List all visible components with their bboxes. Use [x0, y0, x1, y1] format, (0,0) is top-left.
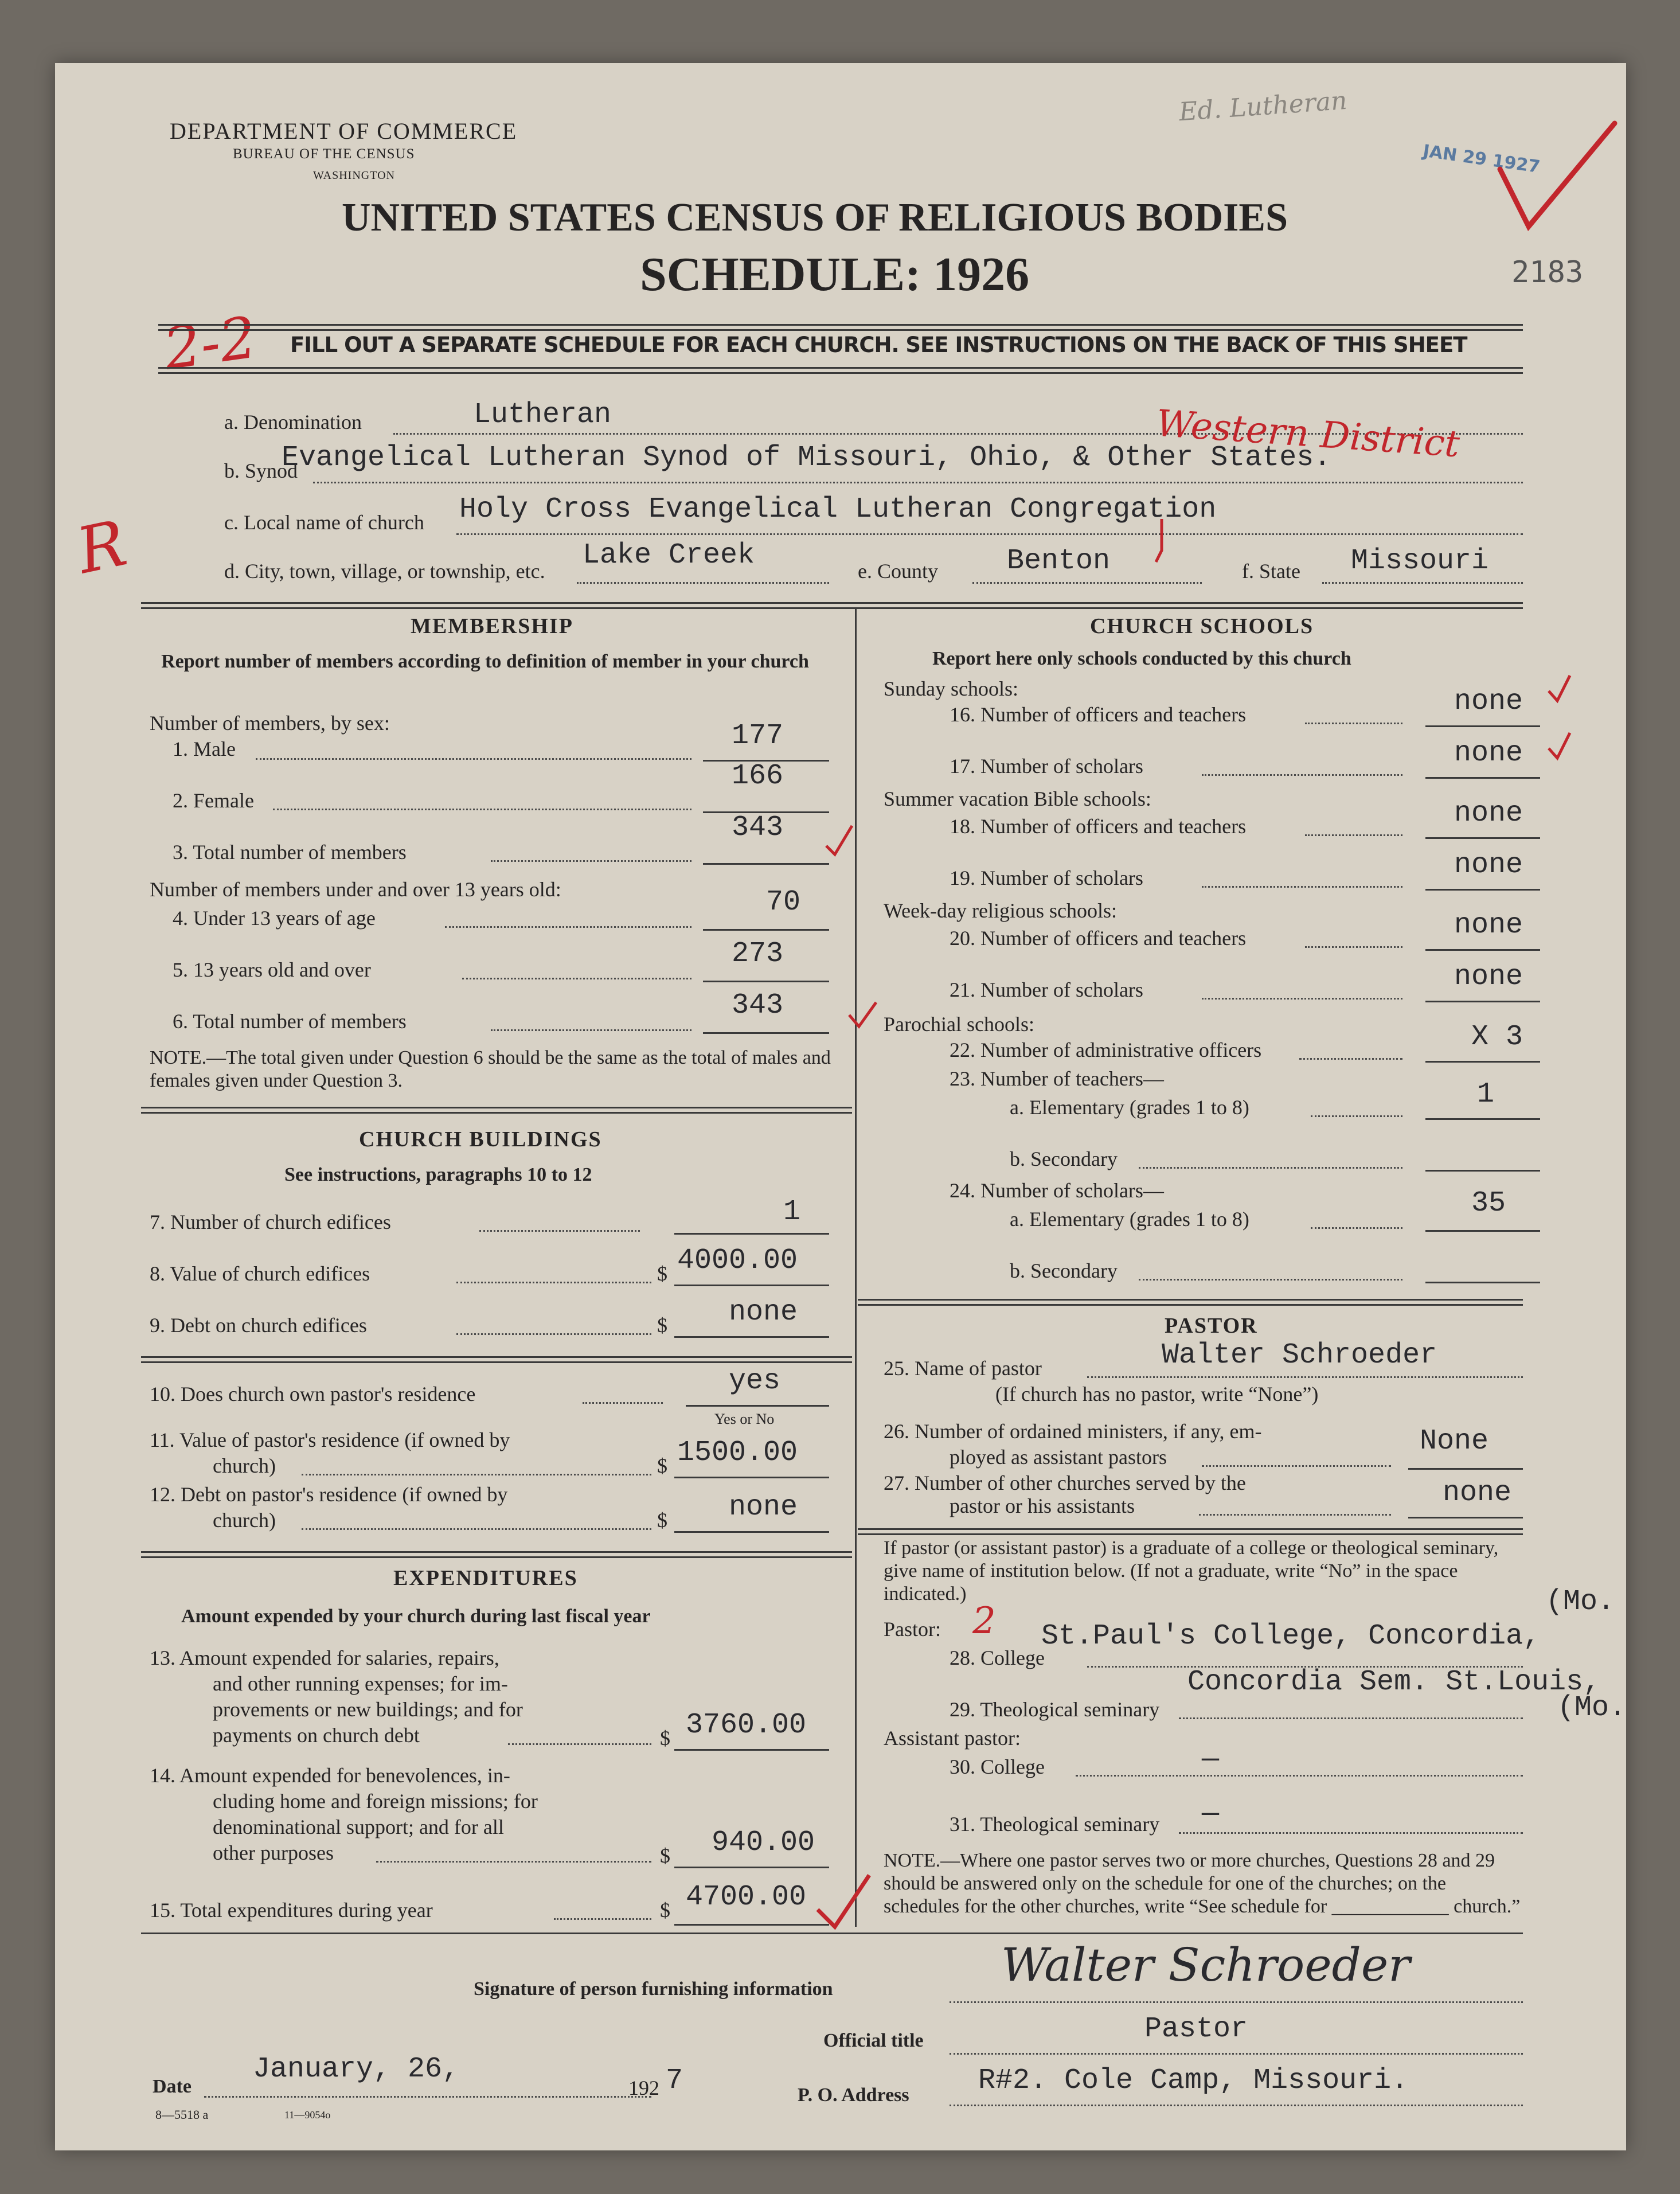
received-date-stamp: JAN 29 1927	[1421, 140, 1542, 178]
q19-value: none	[1454, 849, 1523, 881]
q7-value: 1	[783, 1196, 801, 1228]
form-title: UNITED STATES CENSUS OF RELIGIOUS BODIES	[342, 196, 1288, 240]
q14-line	[376, 1861, 651, 1863]
q4-value: 70	[766, 886, 801, 919]
q2-value: 166	[732, 760, 784, 793]
q14-dollar: $	[660, 1844, 670, 1867]
q29-value: Concordia Sem. St.Louis,	[1187, 1666, 1601, 1699]
q29-extra: (Mo.	[1557, 1692, 1627, 1724]
weekday-schools-label: Week-day religious schools:	[884, 899, 1118, 922]
church-name-line	[456, 533, 1523, 535]
q22-label: 22. Number of administrative officers	[950, 1039, 1262, 1061]
q31-line	[1179, 1832, 1523, 1834]
q25-hint: (If church has no pastor, write “None”)	[995, 1383, 1319, 1406]
print-number: 11—9054o	[284, 2109, 331, 2121]
q24a-value: 35	[1471, 1187, 1506, 1220]
q24b-box	[1425, 1282, 1540, 1283]
q4-box	[703, 929, 829, 931]
q10-box	[686, 1405, 829, 1407]
red-mark-r: R	[71, 506, 133, 588]
q26-value: None	[1420, 1425, 1489, 1458]
q25-line	[1087, 1376, 1523, 1378]
q2-label: 2. Female	[173, 789, 254, 812]
q11-label-b: church)	[213, 1454, 276, 1477]
department-name: DEPARTMENT OF COMMERCE	[170, 118, 518, 144]
year-value: 7	[666, 2064, 683, 2097]
sunday-schools-label: Sunday schools:	[884, 677, 1019, 700]
county-label: e. County	[858, 560, 938, 583]
q8-dollar: $	[657, 1262, 667, 1285]
red-checkmark-icon	[1488, 112, 1620, 244]
denomination-label: a. Denomination	[224, 411, 362, 434]
q23a-line	[1311, 1115, 1402, 1117]
q27-box	[1408, 1517, 1523, 1518]
under-over-label: Number of members under and over 13 years old:	[150, 878, 561, 901]
q18-line	[1305, 834, 1402, 836]
q25-label: 25. Name of pastor	[884, 1357, 1042, 1380]
q9-box	[674, 1336, 829, 1338]
q6-value: 343	[732, 989, 784, 1022]
q27-line-b: pastor or his assistants	[950, 1494, 1135, 1517]
q22-line	[1299, 1058, 1402, 1060]
q19-label: 19. Number of scholars	[950, 866, 1143, 889]
q8-label: 8. Value of church edifices	[150, 1262, 370, 1285]
pastor-red-mark: 2	[972, 1600, 996, 1642]
po-address-value: R#2. Cole Camp, Missouri.	[978, 2064, 1409, 2097]
expenditures-title: EXPENDITURES	[393, 1566, 578, 1590]
county-value: Benton	[1007, 545, 1111, 577]
pastor-title: PASTOR	[1165, 1314, 1258, 1338]
schools-rule	[858, 1299, 1523, 1306]
q19-box	[1425, 889, 1540, 891]
q9-value: none	[729, 1296, 798, 1329]
q7-label: 7. Number of church edifices	[150, 1211, 391, 1233]
q20-line	[1305, 946, 1402, 948]
q23a-label: a. Elementary (grades 1 to 8)	[1010, 1096, 1249, 1119]
q29-line	[1179, 1717, 1523, 1719]
q14-line-d: other purposes	[213, 1841, 334, 1864]
q15-value: 4700.00	[686, 1881, 807, 1914]
q19-line	[1202, 886, 1402, 888]
parochial-schools-label: Parochial schools:	[884, 1013, 1034, 1036]
pastor-college-heading: Pastor:	[884, 1618, 941, 1641]
form-number: 8—5518 a	[155, 2107, 209, 2122]
q26-line-a: 26. Number of ordained ministers, if any, em-	[884, 1420, 1262, 1443]
q17-line	[1202, 774, 1402, 776]
q20-box	[1425, 949, 1540, 951]
q17-box	[1425, 777, 1540, 779]
schools-title: CHURCH SCHOOLS	[1090, 614, 1314, 638]
q3-line	[491, 860, 691, 862]
q14-value: 940.00	[712, 1826, 815, 1859]
church-name-value: Holy Cross Evangelical Lutheran Congregation	[459, 493, 1217, 526]
q21-line	[1202, 998, 1402, 1000]
q3-label: 3. Total number of members	[173, 841, 407, 864]
q12-dollar: $	[657, 1509, 667, 1532]
signature-line	[950, 2001, 1523, 2003]
pastor-rule	[858, 1528, 1523, 1535]
pastor-note: NOTE.—Where one pastor serves two or more churches, Questions 28 and 29 should be answered only on the schedule for one of the churches; on the schedules for the other churches, write “See schedule for ____________ church.”	[884, 1850, 1521, 1917]
red-checkmark-icon	[812, 1869, 875, 1933]
membership-rule	[141, 1107, 852, 1114]
census-schedule-sheet	[55, 63, 1626, 2150]
expenditures-subtitle: Amount expended by your church during last fiscal year	[181, 1606, 651, 1627]
q12-value: none	[729, 1491, 798, 1524]
q28-extra: (Mo.	[1546, 1586, 1615, 1618]
q23b-label: b. Secondary	[1010, 1147, 1118, 1170]
q31-label: 31. Theological seminary	[950, 1813, 1160, 1836]
q21-label: 21. Number of scholars	[950, 978, 1143, 1001]
header-rule-top	[158, 324, 1523, 331]
q30-label: 30. College	[950, 1755, 1045, 1778]
q24b-label: b. Secondary	[1010, 1259, 1118, 1282]
q24a-box	[1425, 1230, 1540, 1232]
q1-label: 1. Male	[173, 737, 236, 760]
denomination-value: Lutheran	[474, 399, 612, 431]
red-mark-2-2: 2-2	[159, 303, 261, 383]
q6-label: 6. Total number of members	[173, 1010, 407, 1033]
q18-box	[1425, 837, 1540, 839]
q26-box	[1408, 1468, 1523, 1470]
q13-line-a: 13. Amount expended for salaries, repairs,	[150, 1646, 499, 1669]
q12-box	[674, 1531, 829, 1533]
q4-label: 4. Under 13 years of age	[173, 907, 376, 930]
q11-label-a: 11. Value of pastor's residence (if owned by	[150, 1428, 510, 1451]
q13-line	[508, 1743, 651, 1745]
graduate-note: If pastor (or assistant pastor) is a graduate of a college or theological seminary, give name of institution below. (If not a graduate, write “No” in the space indicated.)	[884, 1537, 1499, 1604]
synod-district-annotation: Western District	[1155, 402, 1461, 466]
q4-line	[445, 926, 691, 928]
q21-value: none	[1454, 961, 1523, 993]
synod-label: b. Synod	[224, 459, 298, 482]
q23-label: 23. Number of teachers—	[950, 1067, 1164, 1090]
q26-line-b: ployed as assistant pastors	[950, 1446, 1167, 1469]
q8-line	[456, 1282, 651, 1283]
date-value: January, 26,	[253, 2053, 460, 2086]
q13-box	[674, 1749, 829, 1751]
bureau-name: BUREAU OF THE CENSUS	[233, 146, 415, 162]
q13-line-d: payments on church debt	[213, 1724, 420, 1747]
summer-schools-label: Summer vacation Bible schools:	[884, 787, 1151, 810]
q14-line-a: 14. Amount expended for benevolences, in-	[150, 1764, 510, 1787]
date-label: Date	[153, 2076, 192, 2097]
q24a-line	[1311, 1227, 1402, 1229]
red-tick-icon	[846, 998, 881, 1032]
city-label: d. City, town, village, or township, etc.	[224, 560, 545, 583]
q23a-value: 1	[1477, 1078, 1495, 1111]
state-value: Missouri	[1351, 545, 1489, 577]
q24b-line	[1139, 1279, 1402, 1281]
buildings-subtitle: See instructions, paragraphs 10 to 12	[284, 1164, 592, 1185]
county-line	[972, 582, 1202, 584]
po-address-label: P. O. Address	[798, 2084, 909, 2106]
q9-label: 9. Debt on church edifices	[150, 1314, 367, 1337]
year-prefix: 192	[628, 2076, 659, 2099]
pencil-note: Ed. Lutheran	[1178, 85, 1348, 127]
assistant-pastor-heading: Assistant pastor:	[884, 1727, 1021, 1750]
q5-box	[703, 981, 829, 982]
q8-box	[674, 1285, 829, 1286]
q23b-line	[1139, 1167, 1402, 1169]
q15-line	[554, 1918, 651, 1920]
buildings-title: CHURCH BUILDINGS	[359, 1127, 602, 1151]
q13-value: 3760.00	[686, 1709, 807, 1742]
schools-subtitle: Report here only schools conducted by this church	[932, 648, 1351, 669]
q18-label: 18. Number of officers and teachers	[950, 815, 1247, 838]
q27-line	[1199, 1514, 1391, 1516]
city-line	[577, 582, 829, 584]
q3-box	[703, 863, 829, 865]
q30-line	[1076, 1775, 1523, 1777]
q18-value: none	[1454, 797, 1523, 830]
q3-value: 343	[732, 811, 784, 844]
q25-value: Walter Schroeder	[1162, 1339, 1437, 1372]
q24-label: 24. Number of scholars—	[950, 1179, 1164, 1202]
q24a-label: a. Elementary (grades 1 to 8)	[1010, 1208, 1249, 1231]
q8-value: 4000.00	[677, 1244, 798, 1277]
q27-line-a: 27. Number of other churches served by the	[884, 1471, 1246, 1494]
state-label: f. State	[1242, 560, 1300, 583]
q15-dollar: $	[660, 1899, 670, 1922]
members-by-sex-label: Number of members, by sex:	[150, 712, 390, 735]
q12-label-b: church)	[213, 1509, 276, 1532]
q16-value: none	[1454, 685, 1523, 718]
column-divider	[855, 608, 857, 1927]
city-value: Lake Creek	[583, 539, 755, 572]
serial-number: 2183	[1511, 255, 1584, 290]
official-title-value: Pastor	[1144, 2013, 1248, 2045]
date-line	[204, 2096, 651, 2098]
church-name-label: c. Local name of church	[224, 511, 424, 534]
q10-label: 10. Does church own pastor's residence	[150, 1383, 476, 1406]
q7-line	[479, 1230, 640, 1232]
q13-dollar: $	[660, 1727, 670, 1750]
buildings-rule-2	[141, 1551, 852, 1558]
red-tick-icon	[1546, 728, 1574, 763]
q5-label: 5. 13 years old and over	[173, 958, 371, 981]
q23a-box	[1425, 1118, 1540, 1120]
q7-box	[674, 1233, 829, 1235]
schedule-title: SCHEDULE: 1926	[640, 248, 1030, 301]
red-tick-icon	[1546, 671, 1574, 705]
q6-box	[703, 1032, 829, 1034]
q31-value: —	[1202, 1798, 1220, 1830]
q5-line	[462, 978, 691, 979]
q14-line-b: cluding home and foreign missions; for	[213, 1790, 538, 1813]
q9-dollar: $	[657, 1314, 667, 1337]
q22-box	[1425, 1061, 1540, 1063]
header-rule-bottom	[158, 367, 1523, 374]
official-title-label: Official title	[823, 2030, 924, 2051]
q9-line	[456, 1333, 651, 1335]
q14-box	[674, 1867, 829, 1868]
q1-line	[256, 758, 691, 760]
footer-rule	[141, 1933, 1523, 1934]
q11-value: 1500.00	[677, 1436, 798, 1469]
q10-value: yes	[729, 1365, 781, 1397]
red-tick-icon	[1150, 516, 1173, 568]
q11-box	[674, 1477, 829, 1478]
q28-value: St.Paul's College, Concordia,	[1041, 1620, 1541, 1653]
membership-title: MEMBERSHIP	[411, 614, 573, 638]
q30-value: —	[1202, 1743, 1220, 1776]
q27-value: none	[1443, 1477, 1512, 1509]
q17-label: 17. Number of scholars	[950, 755, 1143, 778]
signature-label: Signature of person furnishing information	[474, 1978, 833, 2000]
q11-dollar: $	[657, 1454, 667, 1477]
membership-subtitle: Report number of members according to definition of member in your church	[161, 651, 809, 672]
q26-line	[1202, 1465, 1391, 1467]
q29-label: 29. Theological seminary	[950, 1698, 1160, 1721]
q16-line	[1305, 723, 1402, 724]
buildings-rule-1	[141, 1356, 852, 1363]
instruction-banner: FILL OUT A SEPARATE SCHEDULE FOR EACH CHURCH. SEE INSTRUCTIONS ON THE BACK OF THIS SHEET	[290, 333, 1467, 357]
q13-line-c: provements or new buildings; and for	[213, 1698, 523, 1721]
bureau-city: WASHINGTON	[313, 169, 395, 182]
q12-line	[302, 1528, 651, 1530]
q10-hint: Yes or No	[714, 1411, 775, 1427]
state-line	[1322, 582, 1523, 584]
membership-note: NOTE.—The total given under Question 6 should be the same as the total of males and females given under Question 3.	[150, 1047, 831, 1091]
signature-value: Walter Schroeder	[1001, 1938, 1411, 1992]
q23b-box	[1425, 1170, 1540, 1172]
q5-value: 273	[732, 938, 784, 970]
q10-line	[583, 1402, 663, 1404]
q16-label: 16. Number of officers and teachers	[950, 703, 1247, 726]
q20-label: 20. Number of officers and teachers	[950, 927, 1247, 950]
q13-line-b: and other running expenses; for im-	[213, 1672, 508, 1695]
q28-label: 28. College	[950, 1646, 1045, 1669]
synod-line	[313, 482, 1523, 483]
q22-value: X 3	[1471, 1021, 1523, 1053]
q17-value: none	[1454, 737, 1523, 770]
q15-box	[674, 1924, 829, 1926]
q6-line	[491, 1029, 691, 1031]
q20-value: none	[1454, 909, 1523, 942]
q14-line-c: denominational support; and for all	[213, 1816, 504, 1838]
official-title-line	[950, 2053, 1523, 2055]
q1-value: 177	[732, 720, 784, 752]
q2-line	[273, 809, 691, 810]
q15-label: 15. Total expenditures during year	[150, 1899, 433, 1922]
identity-rule	[141, 602, 1523, 609]
po-address-line	[950, 2105, 1523, 2106]
red-tick-icon	[823, 823, 858, 857]
q16-box	[1425, 725, 1540, 727]
q12-label-a: 12. Debt on pastor's residence (if owned by	[150, 1483, 508, 1506]
q21-box	[1425, 1001, 1540, 1002]
synod-value: Evangelical Lutheran Synod of Missouri, Ohio, & Other States.	[282, 442, 1331, 474]
q11-line	[302, 1474, 651, 1475]
